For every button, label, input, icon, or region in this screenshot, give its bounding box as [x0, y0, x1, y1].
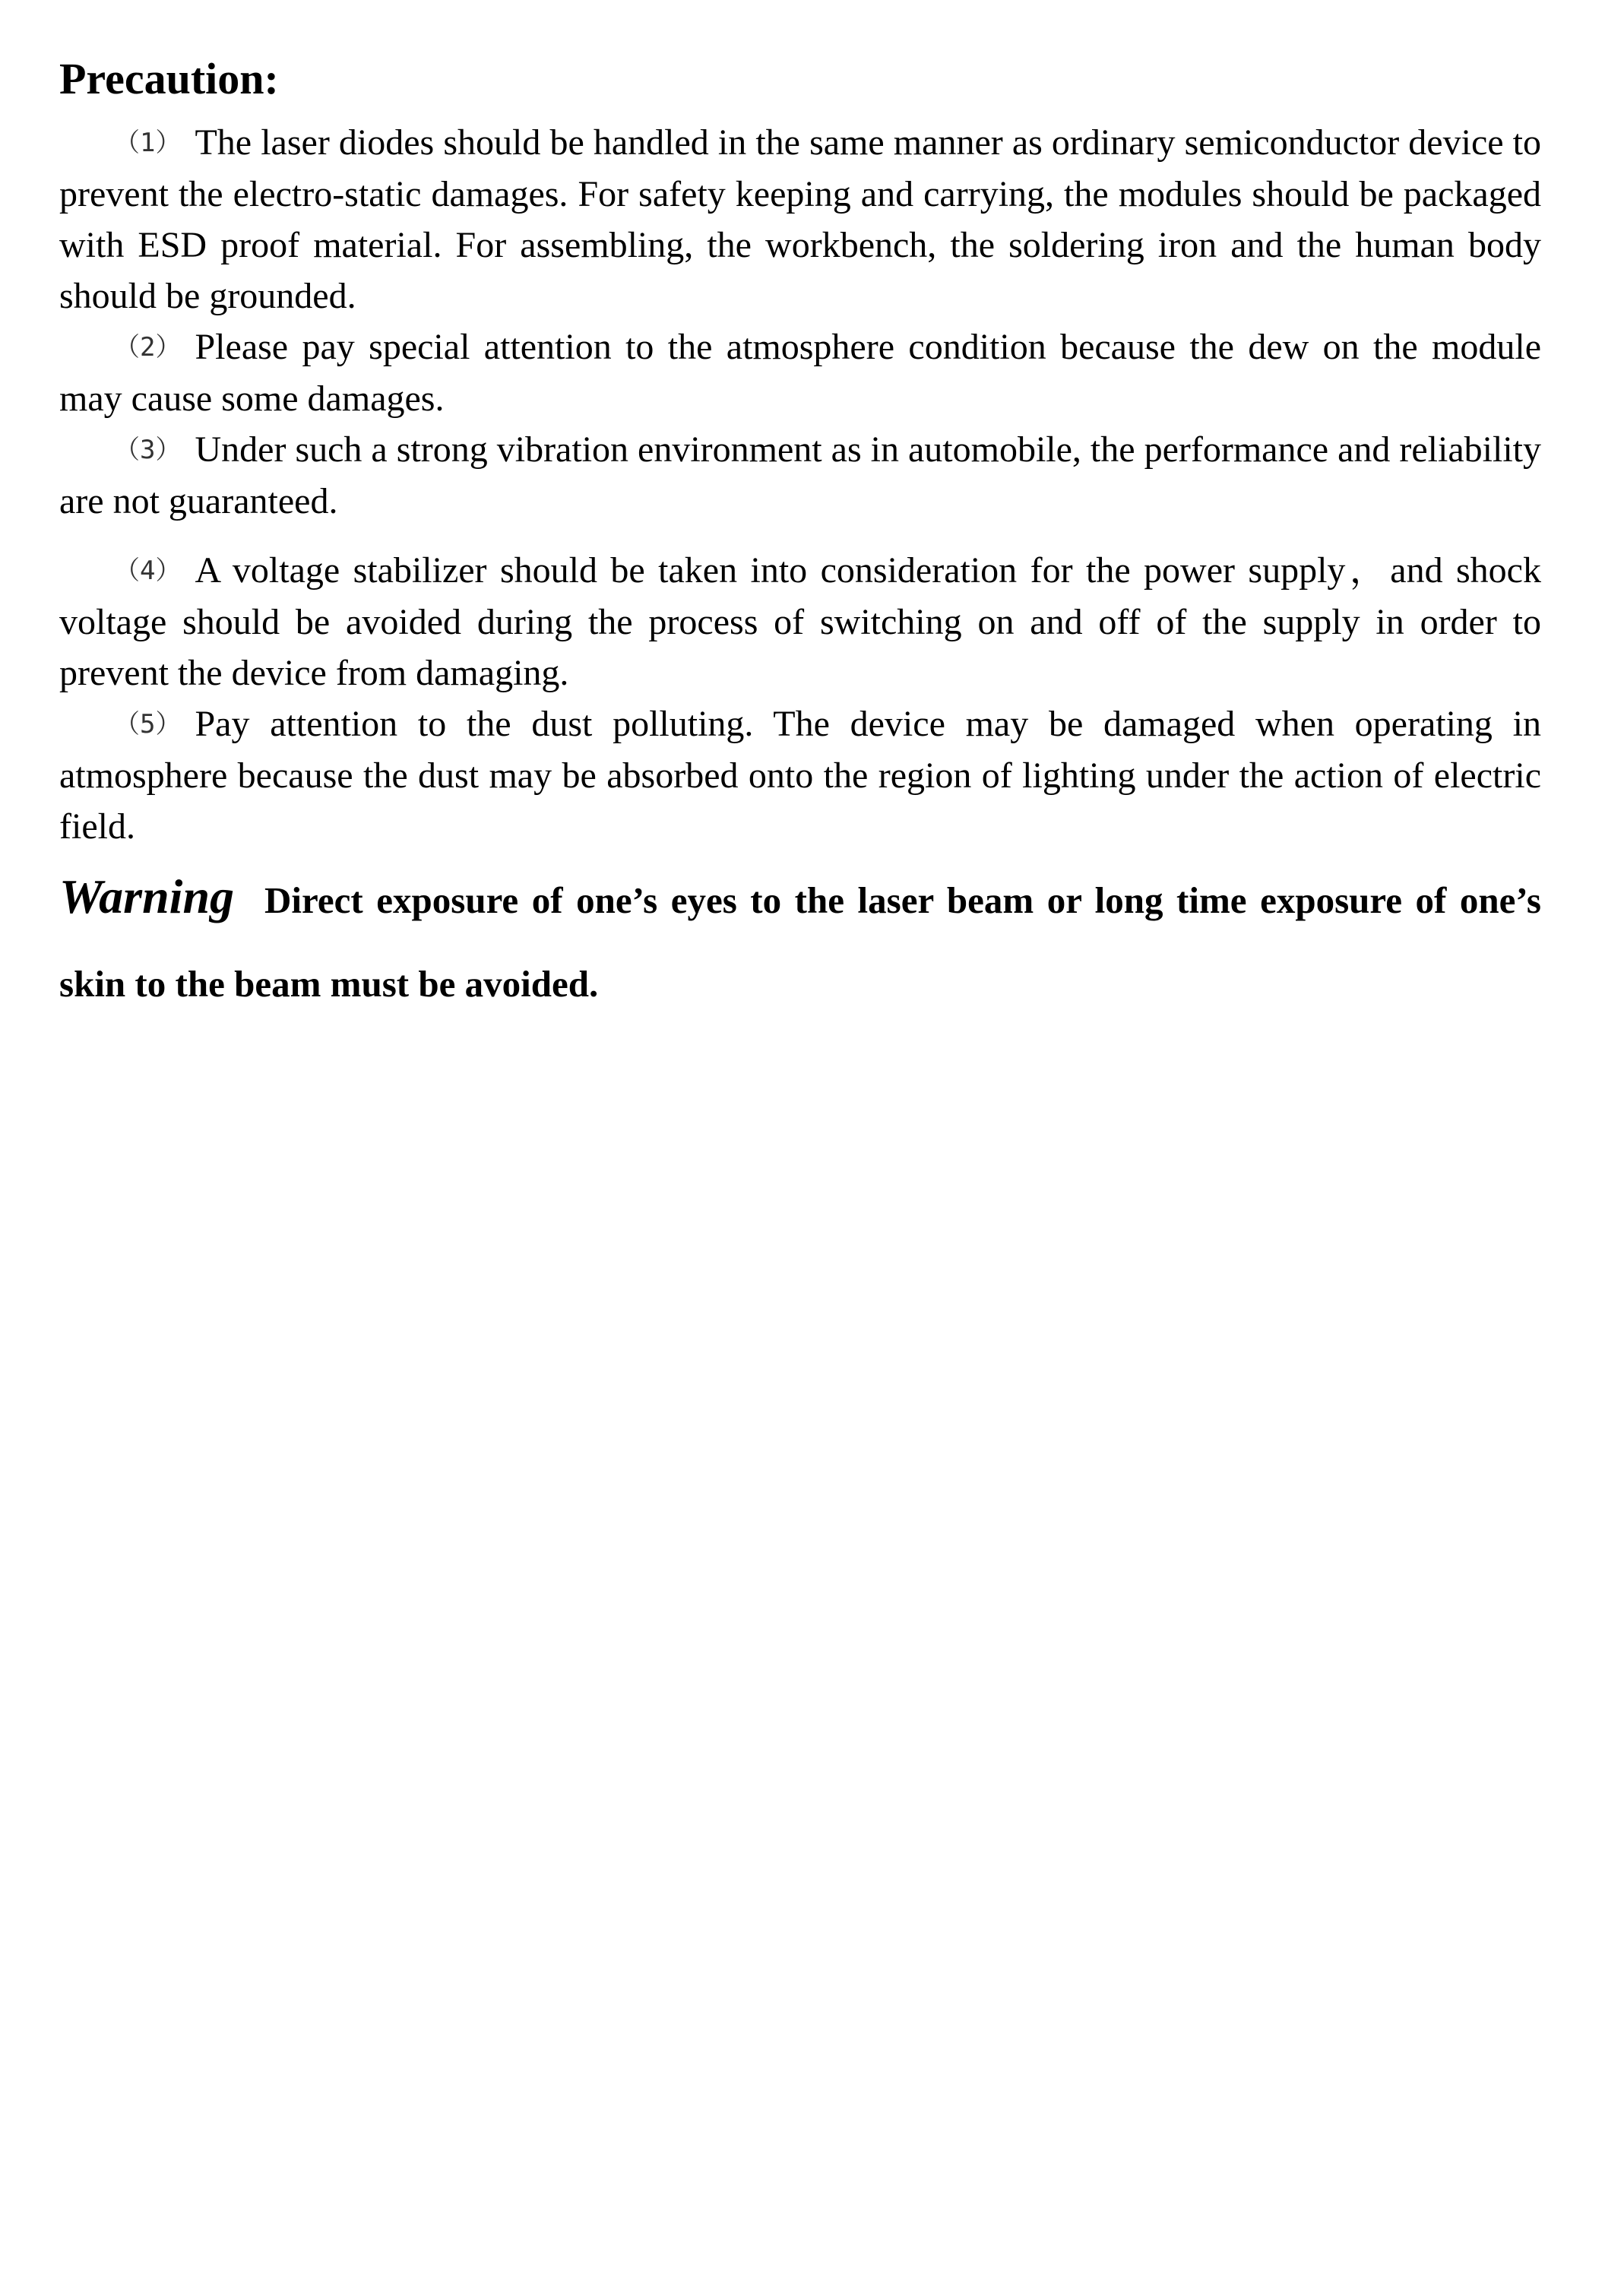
page-title: Precaution:	[59, 54, 279, 103]
precaution-item-2	[59, 321, 1541, 424]
item-text: Under such a strong vibration environment as in automobile, the performance and reliability are not guaranteed.	[59, 429, 1541, 521]
warning-paragraph	[59, 855, 1541, 1026]
precaution-item-1	[59, 117, 1541, 321]
item-number: （4）	[114, 556, 182, 586]
document-page	[59, 50, 1541, 1063]
item-text: A voltage stabilizer should be taken into consideration for the power supply，and shock voltage should be avoided during the process of switching on and off of the supply in order to prevent the device from damaging.	[59, 550, 1541, 693]
item-number: （1）	[114, 128, 182, 158]
precaution-item-5	[59, 698, 1541, 852]
warning-label: Warning	[59, 869, 235, 923]
item-number: （3）	[114, 435, 182, 465]
item-text: Pay attention to the dust polluting. The device may be damaged when operating in atmosphere because the dust may be absorbed onto the region of lighting under the action of electric field.	[59, 704, 1541, 847]
precaution-item-3	[59, 424, 1541, 527]
item-number: （2）	[114, 332, 182, 363]
item-text: Please pay special attention to the atmosphere condition because the dew on the module may cause some damages.	[59, 327, 1541, 419]
item-text: The laser diodes should be handled in the same manner as ordinary semiconductor device to prevent the electro-static damages. For safety keeping and carrying, the modules should be packaged with ESD proof material. For assembling, the workbench, the soldering iron and the human body should be grounded.	[59, 122, 1541, 316]
precaution-item-4	[59, 545, 1541, 698]
warning-text: Direct exposure of one’s eyes to the laser beam or long time exposure of one’s skin to the beam must be avoided.	[59, 879, 1541, 1005]
item-number: （5）	[114, 709, 182, 739]
